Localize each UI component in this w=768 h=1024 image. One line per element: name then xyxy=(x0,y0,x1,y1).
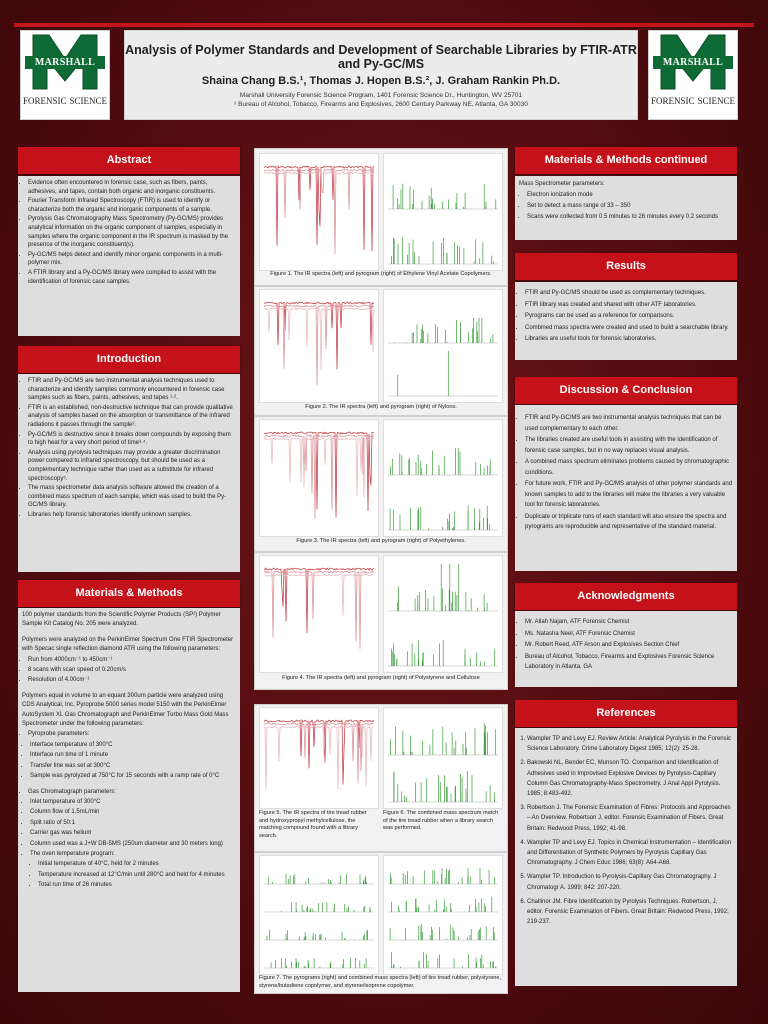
ir-spectrum-plot xyxy=(260,154,378,270)
figure-caption: Figure 7. The pyrograms (right) and combined mass spectra (left) of tire tread rubber, polystyrene, styrene/butadiene copolymer, and styrene/isoprene copolymer. xyxy=(259,975,502,989)
logo-band: MARSHALL xyxy=(653,56,733,69)
introduction-list xyxy=(22,377,236,520)
list-item: • Carrier gas was helium xyxy=(30,829,236,838)
references-list xyxy=(519,734,733,927)
list-item: • Pyrolysis Gas Chromatography Mass Spectrometry (Py-GC/MS) provides analytical information on the organic component of samples, especially in samples where the organic component in the IR spectrum is masked by the presence of the inorganic constituent(s). xyxy=(28,215,236,249)
oven-params-list xyxy=(22,860,236,890)
list-item: • Duplicate or triplicate runs of each standard will also ensure the spectra and pyrograms are reproducible and representative of the standard material. xyxy=(525,512,733,533)
pyrogram-panel xyxy=(259,855,379,975)
figure-caption: Figure 1. The IR spectra (left) and pyrogram (right) of Ethylene Vinyl Acetate Copolymers. xyxy=(270,271,492,277)
list-item: • Py-GC/MS is destructive since it breaks down compounds by exposing them to high heat for a very short period of time³·⁴. xyxy=(28,431,236,448)
pyrogram-plot xyxy=(384,556,502,672)
acknowledgments-heading: Acknowledgments xyxy=(515,583,737,610)
list-item: • Mr. Robert Reed, ATF Arson and Explosives Section Chief xyxy=(525,640,733,651)
pyrogram-plot xyxy=(384,290,502,402)
reference-item: 5. Wampler TP. Introduction to Pyrolysis-Capillary Gas Chromatography. J Chromatogr A. 1999; 842: 207-220. xyxy=(527,872,733,892)
acknowledgments-body xyxy=(515,611,737,687)
list-item: • Scans were collected from 0.5 minutes to 26 minutes every 0.2 seconds xyxy=(527,212,733,222)
list-item: • Temperature increased at 12°C/min until 280°C and held for 4 minutes xyxy=(38,871,236,880)
ms-params-list xyxy=(519,190,733,222)
introduction-heading: Introduction xyxy=(18,346,240,373)
mass-spectrum-plot xyxy=(384,708,502,808)
list-item: • Column flow of 1.5mL/min xyxy=(30,808,236,817)
figure-caption: Figure 2. The IR spectra (left) and pyrogram (right) of Nylons. xyxy=(305,404,457,410)
ir-spectrum-panel xyxy=(259,153,379,271)
list-item: • A combined mass spectrum eliminates problems caused by chromatographic conditions. xyxy=(525,457,733,478)
pyrogram-plot xyxy=(384,154,502,270)
affiliation-1: Marshall University Forensic Science Program, 1401 Forensic Science Dr., Huntington, WV 25701 xyxy=(239,92,523,99)
reference-item: 3. Robertson J. The Forensic Examination of Fibres: Protocols and Approaches – An Overview. Robertson J, editor. Forensic Examination of Fibers. Great Britain: Redwood Press, 1992; 41-98. xyxy=(527,803,733,834)
title-box xyxy=(124,30,638,120)
list-item: • Transfer line was set at 300°C xyxy=(30,762,236,771)
list-item: • Ms. Natasha Neel, ATF Forensic Chemist xyxy=(525,629,733,640)
methods-heading: Materials & Methods xyxy=(18,580,240,607)
list-item: • Libraries are useful tools for forensic laboratories. xyxy=(525,334,733,345)
abstract-heading: Abstract xyxy=(18,147,240,174)
list-item: • Run from 4000cm⁻¹ to 450cm⁻¹ xyxy=(28,656,236,665)
gc-list xyxy=(22,788,236,797)
ir-trace xyxy=(264,302,374,369)
ir-trace xyxy=(264,568,374,633)
results-list xyxy=(519,288,733,345)
pyrogram-panel xyxy=(383,153,503,271)
list-item: • Libraries help forensic laboratories identify unknown samples. xyxy=(28,511,236,520)
ir-trace xyxy=(264,571,374,649)
ir-trace xyxy=(264,172,374,174)
ir-trace xyxy=(264,166,374,251)
list-item: • FTIR and Py-GC/MS are two instrumental analysis techniques used to characterize and identify samples commonly encountered in forensic case samples such as fibers, paints, adhesives, and tapes ¹·². xyxy=(28,377,236,403)
list-item: • Fourier Transform Infrared Spectroscopy (FTIR) is used to identify or characterize both the organic and inorganic components of a sample. xyxy=(28,197,236,214)
marshall-logo-left xyxy=(20,30,110,120)
ir-spectrum-panel xyxy=(259,419,379,537)
pyrogram-plot xyxy=(260,856,378,974)
results-body xyxy=(515,282,737,360)
list-item: • Interface run time of 1 minute xyxy=(30,751,236,760)
affiliation-2: ² Bureau of Alcohol, Tobacco, Firearms and Explosives, 2600 Century Parkway NE, Atlanta, GA 30030 xyxy=(234,101,528,108)
ir-spectrum-panel xyxy=(259,289,379,403)
list-item: • FTIR and Py-GC/MS should be used as complementary techniques. xyxy=(525,288,733,299)
figure-caption: Figure 3. The IR spectra (left) and pyrogram (right) of Polyethylenes. xyxy=(296,538,466,544)
list-item: • Combined mass spectra were created and used to build a searchable library. xyxy=(525,323,733,334)
list-item: • Inlet temperature of 300°C xyxy=(30,798,236,807)
figure-4 xyxy=(254,552,508,690)
top-accent-bar xyxy=(14,23,754,27)
mass-spectrum-panel xyxy=(383,855,503,975)
list-item: • Column used was a J+W DB-5MS (250um diameter and 30 meters long) xyxy=(30,840,236,849)
discussion-heading: Discussion & Conclusion xyxy=(515,377,737,404)
figure-caption: Figure 5. The IR spectra of tire tread rubber and hydroxypropyl methylcellulose, the matching compound found with a library search. xyxy=(259,810,367,839)
list-item: • Analysis using pyrolysis techniques may provide a greater discrimination power compared to infrared spectroscopy, but should be used as a complementary technique rather than used as a substitute for infrared spectroscopy⁵. xyxy=(28,449,236,483)
discussion-list xyxy=(519,413,733,533)
ftir-params-list xyxy=(22,656,236,686)
list-item: • Split ratio of 50:1 xyxy=(30,819,236,828)
list-item: • Total run time of 26 minutes xyxy=(38,881,236,890)
pyrogram-panel xyxy=(383,419,503,537)
list-item: • Sample was pyrolyzed at 750°C for 15 seconds with a ramp rate of 0°C xyxy=(30,772,236,781)
logo-subtitle: FORENSIC SCIENCE xyxy=(650,96,736,106)
ir-spectrum-plot xyxy=(260,556,378,672)
pyroprobe-list xyxy=(22,730,236,739)
marshall-logo-right xyxy=(648,30,738,120)
methods-continued-heading: Materials & Methods continued xyxy=(515,147,737,174)
ir-spectrum-panel xyxy=(259,707,379,809)
list-item: • Electron ionization mode xyxy=(527,190,733,200)
list-item: • Initial temperature of 40°C, held for 2 minutes xyxy=(38,860,236,869)
logo-band: MARSHALL xyxy=(25,56,105,69)
ir-trace xyxy=(264,305,374,385)
references-body xyxy=(515,728,737,986)
list-item: • FTIR and Py-GC/MS are two instrumental analysis techniques that can be used complementary to each other. xyxy=(525,413,733,434)
ir-trace xyxy=(264,574,374,616)
figure-caption: Figure 6. The combined mass spectrum match of the tire tread rubber when a library search was performed. xyxy=(383,810,499,831)
results-heading: Results xyxy=(515,253,737,280)
authors: Shaina Chang B.S.¹, Thomas J. Hopen B.S.², J. Graham Rankin Ph.D. xyxy=(201,75,561,87)
reference-item: 6. Challinor JM. Fibre Identification by Pyrolysis Techniques. Robertson, J, editor. Forensic Examination of Fibers. Great Britain: Redwood Press, 1992; 219-237. xyxy=(527,897,733,928)
list-item: • Interface temperature of 300°C xyxy=(30,741,236,750)
pyrogram-panel xyxy=(383,289,503,403)
methods-continued-body xyxy=(515,176,737,240)
list-item: • Evidence often encountered in forensic case, such as fibers, paints, adhesives, and tapes, contain both organic and inorganic constituents. xyxy=(28,179,236,196)
figure-2 xyxy=(254,286,508,416)
list-item: • Pyrograms can be used as a reference for comparisons. xyxy=(525,311,733,322)
figure-5-6 xyxy=(254,704,508,852)
list-item: • Gas Chromatograph parameters: xyxy=(28,788,236,797)
list-item: • The mass spectrometer data analysis software allowed the creation of a combined mass spectrum of each sample, which was used to build the Py-GC/MS library. xyxy=(28,484,236,510)
methods-paragraph: Polymers equal in volume to an equant 300um particle were analyzed using CDS Analytical, Inc. Pyroprobe 5000 series model 5150 with the PerkinElmer AutoSystem XL Gas Chromatograph and PerkinElmer Turbo Mass Gold Mass Spectrometer under the following parameters: xyxy=(22,692,229,728)
list-item: • For future work, FTIR and Py-GC/MS analysis of other polymer standards and known samples to add to the libraries will make the libraries a very valuable tool for forensic laboratories. xyxy=(525,479,733,511)
ir-spectrum-panel xyxy=(259,555,379,673)
list-item: • 8 scans with scan speed of 0.20cm/s xyxy=(28,666,236,675)
ir-trace xyxy=(264,308,374,370)
logo-subtitle: FORENSIC SCIENCE xyxy=(22,96,108,106)
ir-trace xyxy=(264,723,374,783)
abstract-body xyxy=(18,176,240,336)
list-item: • Resolution of 4.00cm⁻¹ xyxy=(28,676,236,685)
list-item: • FTIR is an established, non-destructive technique that can provide qualitative analysis of samples based on the absorption or transmittance of the infrared radiations it passes through the sample³. xyxy=(28,404,236,430)
methods-paragraph: 100 polymer standards from the Scientific Polymer Products (SP²) Polymer Sample Kit Catalog No. 205 were analyzed. xyxy=(22,612,221,628)
methods-body xyxy=(18,608,240,992)
poster-title: Analysis of Polymer Standards and Development of Searchable Libraries by FTIR-ATR and Py-GC/MS xyxy=(125,43,637,71)
list-item: • Pyroprobe parameters: xyxy=(28,730,236,739)
list-item: • Py-GC/MS helps detect and identify minor organic components in a multi-polymer mix. xyxy=(28,251,236,268)
list-item: • Set to detect a mass range of 33 – 350 xyxy=(527,201,733,211)
ir-trace xyxy=(264,438,374,497)
introduction-body xyxy=(18,374,240,572)
references-heading: References xyxy=(515,700,737,727)
pyroprobe-params-list xyxy=(22,741,236,782)
reference-item: 4. Wampler TP and Levy EJ. Topics in Chemical Instrumentation – Identification and Differentiation of Synthetic Polymers by Pyrolysis Capillary Gas Chromatography. J Chem Educ 1986; 63(8): A64-A68. xyxy=(527,838,733,869)
list-item: • A FTIR library and a Py-GC/MS library were compiled to assist with the identification of forensic case samples. xyxy=(28,269,236,286)
figure-3 xyxy=(254,416,508,552)
list-item: • The oven temperature program: xyxy=(30,850,236,859)
abstract-list xyxy=(22,179,236,286)
figure-caption: Figure 4. The IR spectra (left) and pyrogram (right) of Polystyrene and Cellulose xyxy=(282,675,480,681)
discussion-body xyxy=(515,405,737,571)
figure-1 xyxy=(254,148,508,286)
mass-spectrum-plot xyxy=(384,856,502,974)
pyrogram-panel xyxy=(383,555,503,673)
ir-spectrum-plot xyxy=(260,290,378,402)
acknowledgments-list xyxy=(519,617,733,673)
methods-paragraph: Polymers were analyzed on the PerkinElmer Spectrum One FTIR Spectrometer with Specac single reflection diamond ATR using the following parameters: xyxy=(22,636,234,653)
reference-item: 2. Bakowski NL, Bender EC, Munson TO. Comparison and Identification of Adhesives used in Improvised Explosive Devices by Pyrolysis-Capillary Column Gas Chromatography-Mass Spectrometry. J Anal Appl Pyrolysis. 1985; 8:483-492. xyxy=(527,758,733,799)
methods-continued-intro: Mass Spectrometer parameters: xyxy=(519,181,605,187)
mass-spectrum-panel xyxy=(383,707,503,809)
pyrogram-plot xyxy=(384,420,502,536)
ir-spectrum-plot xyxy=(260,708,378,808)
list-item: • FTIR library was created and shared with other ATF laboratories. xyxy=(525,300,733,311)
list-item: • Mr. Allah Najam, ATF Forensic Chemist xyxy=(525,617,733,628)
reference-item: 1. Wampler TP and Levy EJ. Review Article: Analytical Pyrolysis in the Forensic Science Laboratory. Crime Laboratory Digest 1985; 12(2): 25-28. xyxy=(527,734,733,754)
list-item: • The libraries created are useful tools in assisting with the identification of forensic case samples, but in no way replaces visual analysis. xyxy=(525,435,733,456)
list-item: • Bureau of Alcohol, Tobacco, Firearms and Explosives Forensic Science Laboratory in Atlanta, GA xyxy=(525,652,733,673)
gc-params-list xyxy=(22,798,236,859)
ir-spectrum-plot xyxy=(260,420,378,536)
figure-7 xyxy=(254,852,508,994)
